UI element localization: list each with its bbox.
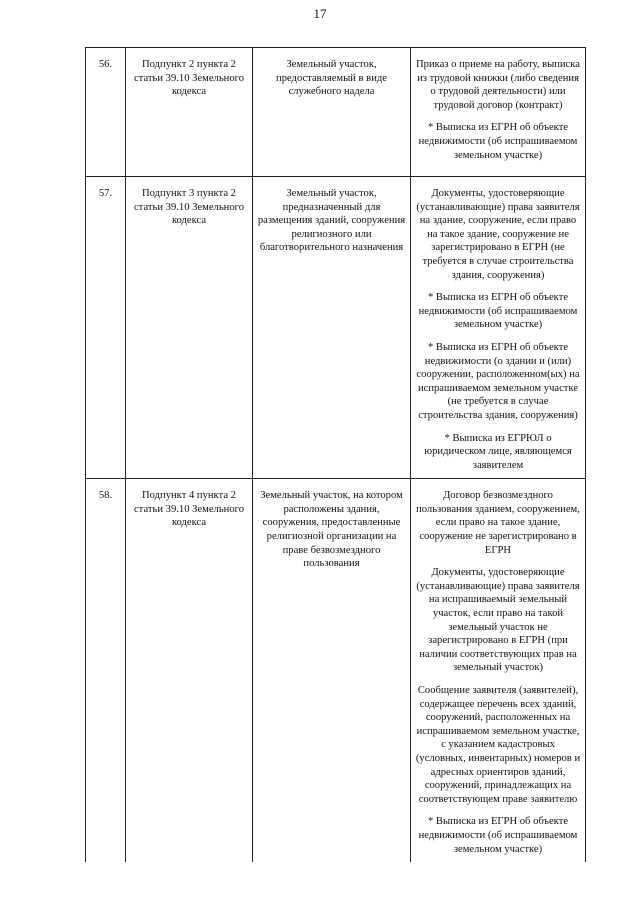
legal-basis-cell: Подпункт 2 пункта 2 статьи 39.10 Земельного кодекса [126, 48, 253, 177]
row-number: 57. [86, 177, 126, 479]
land-plot-cell: Земельный участок, предоставляемый в виде служебного надела [253, 48, 411, 177]
legal-basis-cell: Подпункт 4 пункта 2 статьи 39.10 Земельного кодекса [126, 479, 253, 862]
land-plot-cell: Земельный участок, на котором расположены здания, сооружения, предоставленные религиозной организации на праве безвозмездного пользования [253, 479, 411, 862]
document-item: Документы, удостоверяющие (устанавливающие) права заявителя на испрашиваемый земельный участок, если право на такой земельный участок не зарегистрировано в ЕГРН (при наличии соответствующих прав на земельный участок) [416, 567, 580, 674]
page-number: 17 [313, 6, 327, 21]
documents-cell [411, 48, 586, 177]
documents-table [85, 47, 586, 862]
document-item: Приказ о приеме на работу, выписка из трудовой книжки (либо сведения о трудовой деятельности) или трудовой договор (контракт) [416, 59, 580, 111]
table-row [86, 177, 586, 479]
document-item: * Выписка из ЕГРН об объекте недвижимости (об испрашиваемом земельном участке) [418, 122, 578, 161]
document-item: * Выписка из ЕГРН об объекте недвижимости (о здании и (или) сооружении, расположенном(ых) на испрашиваемом земельном участке (не требуется в случае строительства здания, сооружения) [416, 341, 580, 421]
document-item: * Выписка из ЕГРЮЛ о юридическом лице, являющемся заявителем [424, 432, 572, 471]
document-item: * Выписка из ЕГРН об объекте недвижимости (об испрашиваемом земельном участке) [418, 292, 578, 331]
documents-cell [411, 177, 586, 479]
document-item: Договор безвозмездного пользования зданием, сооружением, если право на такое здание, сооружение не зарегистрировано в ЕГРН [416, 490, 580, 556]
document-item: Документы, удостоверяющие (устанавливающие) права заявителя на здание, сооружение, если право на такое здание, сооружение не зарегистрировано в ЕГРН (не требуется в случае строительства здания, сооружения) [416, 188, 580, 281]
row-number: 58. [86, 479, 126, 862]
document-item: Сообщение заявителя (заявителей), содержащее перечень всех зданий, сооружений, расположенных на испрашиваемом земельном участке, с указанием кадастровых (условных, инвентарных) номеров и адресных ориентиров зданий, сооружений, принадлежащих на соответствующем праве заявителю [415, 685, 581, 805]
land-plot-cell: Земельный участок, предназначенный для размещения зданий, сооружения религиозного или благотворительного назначения [253, 177, 411, 479]
legal-basis-cell: Подпункт 3 пункта 2 статьи 39.10 Земельного кодекса [126, 177, 253, 479]
table-row [86, 48, 586, 177]
table-row [86, 479, 586, 862]
documents-cell [411, 479, 586, 862]
row-number: 56. [86, 48, 126, 177]
document-item: * Выписка из ЕГРН об объекте недвижимости (об испрашиваемом земельном участке) [418, 816, 578, 855]
